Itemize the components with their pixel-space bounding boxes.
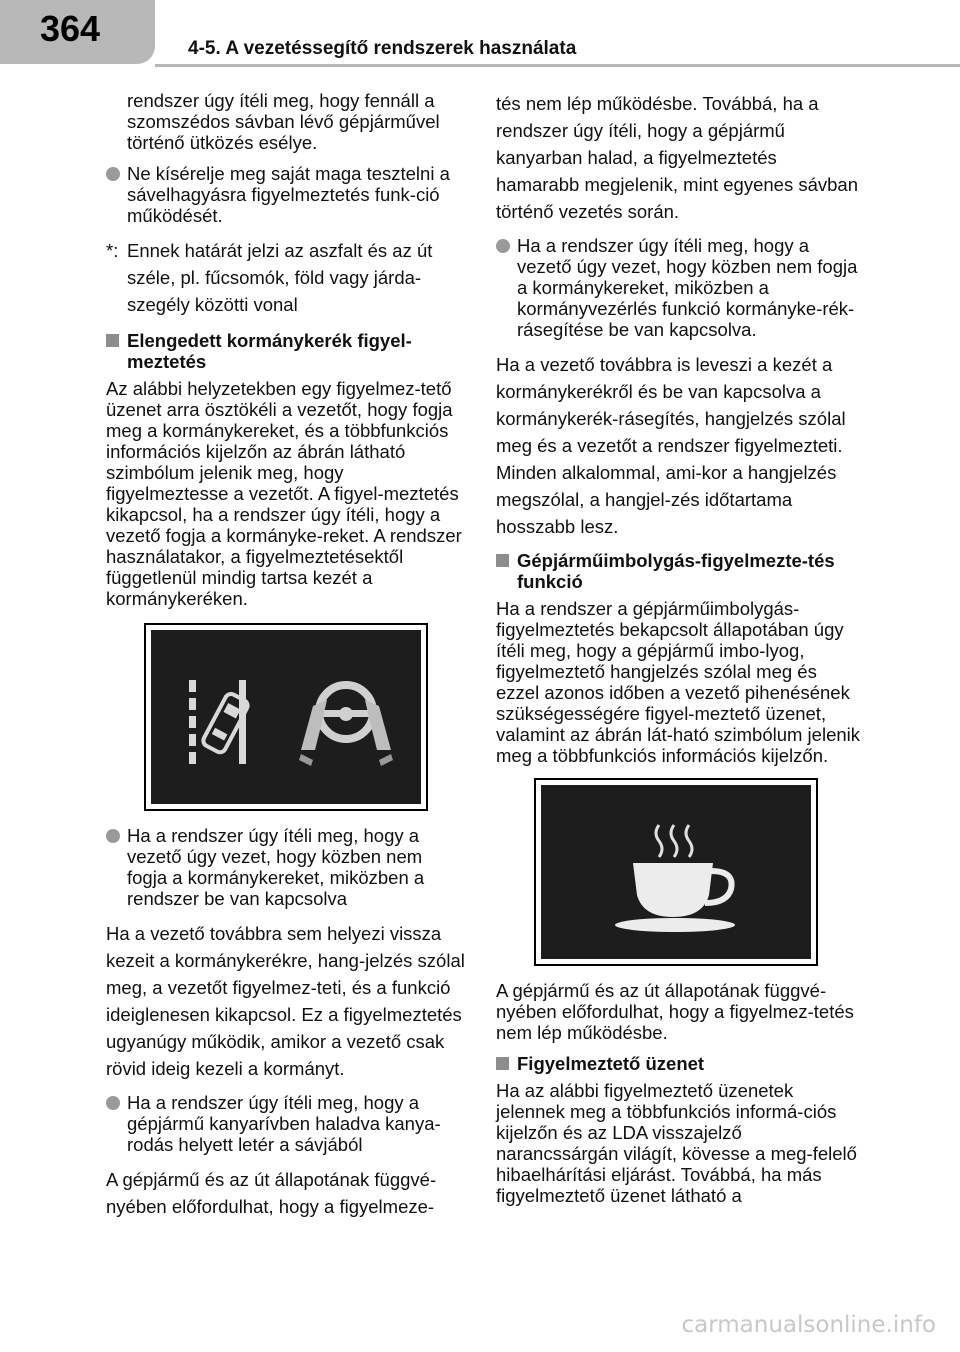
bullet-dot-icon xyxy=(106,1096,120,1110)
footnote-text: Ennek határát jelzi az aszfalt és az út széle, pl. fűcsomók, föld vagy járda-szegély közötti vonal xyxy=(127,240,433,315)
square-bullet-icon xyxy=(106,334,119,347)
bullet-item xyxy=(106,163,466,226)
display-figure-coffee xyxy=(534,778,818,966)
bullet-dot-icon xyxy=(496,239,510,253)
paragraph: Ha a vezető továbbra is leveszi a kezét a kormánykerékről és be van kapcsolva a kormánykerék-rásegítés, hangjelzés szólal meg és a vezetőt a rendszer figyelmezteti. Minden alkalommal, ami-kor a hangjelzés megszólal, a hangjel-zés időtartama hosszabb lesz. xyxy=(496,354,846,537)
page-number: 364 xyxy=(40,8,101,49)
paragraph: Az alábbi helyzetekben egy figyelmez-tető üzenet arra ösztökéli a vezetőt, hogy fogja meg a kormánykereket, és a többfunkciós információs kijelzőn az ábrán látható szimbólum jelenik meg, hogy figyelmeztesse a vezetőt. A figyel-meztetés kikapcsol, ha a rendszer úgy ítéli, hogy a vezető fogja a kormányke-reket. A rendszer használatakor, a figyelmeztetésektől függetlenül mindig tartsa kezét a kormánykeréken. xyxy=(106,378,462,609)
paragraph: Ha a rendszer a gépjárműimbolygás-figyelmeztetés bekapcsolt állapotában úgy ítéli meg, hogy a gépjármű imbo-lyog, figyelmeztető hangjelzés szólal meg és ezzel azonos időben a vezető pihenésének szükségességére figyel-meztető üzenet, valamint az ábrán lát-ható szimbólum jelenik meg a többfunkciós információs kijelzőn. xyxy=(496,598,861,766)
bullet-text: Ne kísérelje meg saját maga tesztelni a sávelhagyásra figyelmeztetés funk-ció működését. xyxy=(127,163,450,226)
display-screen xyxy=(151,630,421,804)
section-heading xyxy=(496,1053,862,1074)
right-column xyxy=(496,90,862,1216)
paragraph: A gépjármű és az út állapotának függvé-nyében előfordulhat, hogy a figyelmez-tetés nem lép működésbe. xyxy=(496,980,854,1043)
bullet-item xyxy=(106,825,466,909)
square-bullet-icon xyxy=(496,1057,509,1070)
bullet-text: Ha a rendszer úgy ítéli meg, hogy a gépjármű kanyarívben haladva kanya-rodás helyett letér a sávjából xyxy=(127,1092,441,1155)
heading-text: Elengedett kormánykerék figyel-meztetés xyxy=(127,330,412,372)
square-bullet-icon xyxy=(496,554,509,567)
bullet-item xyxy=(496,235,862,340)
hands-off-steering-wheel-icon xyxy=(151,630,421,804)
paragraph: rendszer úgy ítéli meg, hogy fennáll a szomszédos sávban lévő gépjárművel történő ütközés esélye. xyxy=(127,90,440,153)
bullet-dot-icon xyxy=(106,829,120,843)
paragraph: tés nem lép működésbe. Továbbá, ha a rendszer úgy ítéli, hogy a gépjármű kanyarban halad, a figyelmeztetés hamarabb megjelenik, mint egyenes sávban történő vezetés során. xyxy=(496,93,858,222)
heading-text: Figyelmeztető üzenet xyxy=(517,1053,705,1074)
footnote xyxy=(106,237,466,318)
paragraph: Ha az alábbi figyelmeztető üzenetek jelennek meg a többfunkciós informá-ciós kijelzőn és az LDA visszajelző narancssárgán világít, kövesse a meg-felelő hibaelhárítási eljárást. Továbbá, ha más figyelmeztető üzenet látható a xyxy=(496,1080,857,1206)
header-rule xyxy=(155,64,960,67)
page-header xyxy=(0,0,960,98)
section-heading xyxy=(496,550,862,592)
bullet-text: Ha a rendszer úgy ítéli meg, hogy a vezető úgy vezet, hogy közben nem fogja a kormánykereket, miközben a kormányvezérlés funkció kormányke-rék-rásegítése be van kapcsolva. xyxy=(517,235,858,340)
bullet-dot-icon xyxy=(106,167,120,181)
paragraph: Ha a vezető továbbra sem helyezi vissza kezeit a kormánykerékre, hang-jelzés szólal meg, a vezetőt figyelmez-teti, és a funkció ideiglenesen kikapcsol. Ez a figyelmeztetés ugyanúgy működik, amikor a vezető csak rövid ideig kezeli a kormányt. xyxy=(106,923,465,1079)
bullet-text: Ha a rendszer úgy ítéli meg, hogy a vezető úgy vezet, hogy közben nem fogja a kormánykereket, miközben a rendszer be van kapcsolva xyxy=(127,825,425,909)
coffee-cup-icon xyxy=(541,785,811,959)
heading-text: Gépjárműimbolygás-figyelmezte-tés funkció xyxy=(517,550,835,592)
section-heading xyxy=(106,330,466,372)
watermark: carmanualsonline.info xyxy=(681,1312,936,1338)
display-screen xyxy=(541,785,811,959)
section-title: 4-5. A vezetéssegítő rendszerek használata xyxy=(188,38,577,59)
bullet-item xyxy=(106,1092,466,1155)
paragraph: A gépjármű és az út állapotának függvé-nyében előfordulhat, hogy a figyelmeze- xyxy=(106,1169,437,1217)
display-figure-hands-off xyxy=(144,623,428,811)
footnote-mark: *: xyxy=(106,240,119,261)
left-column xyxy=(106,90,466,1230)
